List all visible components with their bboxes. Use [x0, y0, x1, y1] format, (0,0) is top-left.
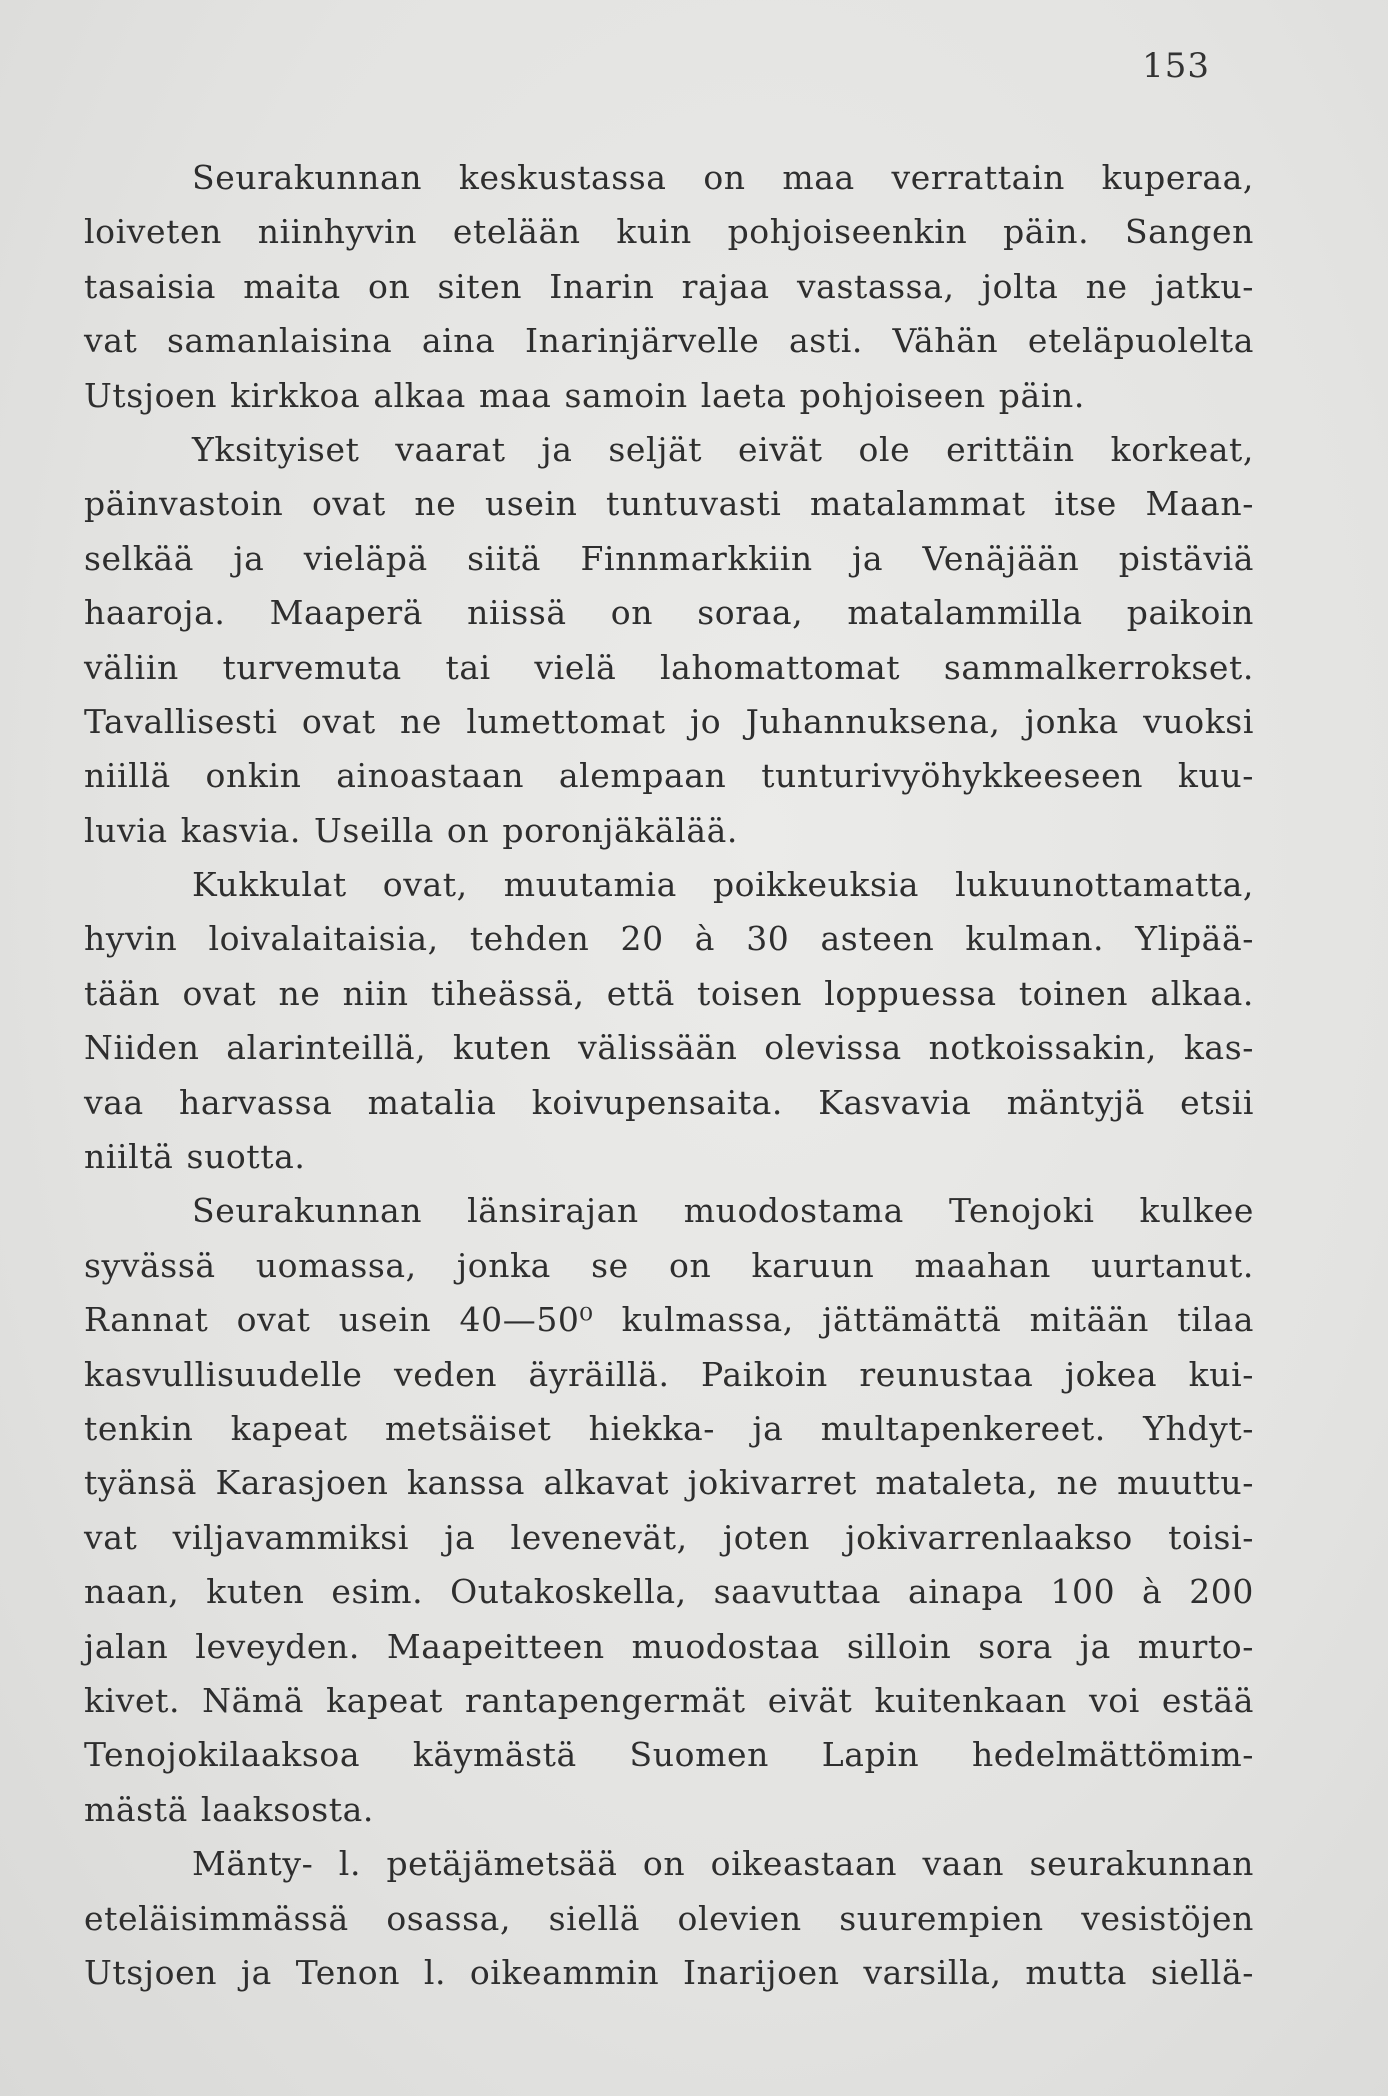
text-line: kivet. Nämä kapeat rantapengermät eivät kuitenkaan voi estää	[84, 1680, 1254, 1720]
text-line: mästä laaksosta.	[84, 1789, 374, 1829]
text-line: selkää ja vieläpä siitä Finnmarkkiin ja Venäjään pistäviä	[84, 538, 1254, 578]
text-line: Yksityiset vaarat ja seljät eivät ole erittäin korkeat,	[192, 429, 1254, 469]
text-line: niillä onkin ainoastaan alempaan tunturivyöhykkeeseen kuu-	[84, 756, 1254, 796]
text-line: Tavallisesti ovat ne lumettomat jo Juhannuksena, jonka vuoksi	[84, 701, 1254, 741]
text-line: Seurakunnan keskustassa on maa verrattain kuperaa,	[192, 158, 1254, 197]
text-line: tasaisia maita on siten Inarin rajaa vastassa, jolta ne jatku-	[84, 266, 1254, 306]
text-line: vat viljavammiksi ja levenevät, joten jokivarrenlaakso toisi-	[84, 1517, 1254, 1557]
text-line: eteläisimmässä osassa, siellä olevien suurempien vesistöjen	[84, 1898, 1254, 1938]
text-line: päinvastoin ovat ne usein tuntuvasti matalammat itse Maan-	[84, 484, 1254, 524]
text-line: vaa harvassa matalia koivupensaita. Kasvavia mäntyjä etsii	[84, 1082, 1254, 1122]
text-line: kasvullisuudelle veden äyräillä. Paikoin reunustaa jokea kui-	[84, 1354, 1254, 1394]
text-line: Utsjoen ja Tenon l. oikeammin Inarijoen varsilla, mutta siellä-	[84, 1952, 1254, 1992]
text-line: Tenojokilaaksoa käymästä Suomen Lapin hedelmättömim-	[84, 1735, 1254, 1775]
text-line: niiltä suotta.	[84, 1137, 306, 1177]
text-line: Mänty- l. petäjämetsää on oikeastaan vaan seurakunnan	[192, 1844, 1254, 1884]
page-number: 153	[1142, 46, 1210, 86]
text-line: naan, kuten esim. Outakoskella, saavuttaa ainapa 100 à 200	[84, 1572, 1254, 1612]
text-line: haaroja. Maaperä niissä on soraa, matalammilla paikoin	[84, 593, 1254, 633]
text-line: Rannat ovat usein 40—50⁰ kulmassa, jättämättä mitään tilaa	[84, 1300, 1254, 1340]
text-line: syvässä uomassa, jonka se on karuun maahan uurtanut.	[84, 1245, 1254, 1285]
text-line: Kukkulat ovat, muutamia poikkeuksia lukuunottamatta,	[192, 865, 1254, 905]
text-line: jalan leveyden. Maapeitteen muodostaa silloin sora ja murto-	[84, 1626, 1254, 1666]
text-line: loiveten niinhyvin etelään kuin pohjoiseenkin päin. Sangen	[84, 212, 1254, 252]
text-line: tyänsä Karasjoen kanssa alkavat jokivarret mataleta, ne muuttu-	[84, 1463, 1254, 1503]
text-line: Seurakunnan länsirajan muodostama Tenojoki kulkee	[192, 1191, 1254, 1231]
text-line: väliin turvemuta tai vielä lahomattomat sammalkerrokset.	[84, 647, 1254, 687]
text-line: tenkin kapeat metsäiset hiekka- ja multapenkereet. Yhdyt-	[84, 1408, 1254, 1448]
text-line: tään ovat ne niin tiheässä, että toisen loppuessa toinen alkaa.	[84, 973, 1254, 1013]
text-line: Utsjoen kirkkoa alkaa maa samoin laeta pohjoiseen päin.	[84, 375, 1085, 415]
text-line: luvia kasvia. Useilla on poronjäkälää.	[84, 810, 738, 850]
text-line: Niiden alarinteillä, kuten välissään olevissa notkoissakin, kas-	[84, 1028, 1254, 1068]
text-line: hyvin loivalaitaisia, tehden 20 à 30 asteen kulman. Ylipää-	[84, 919, 1254, 959]
body-text	[84, 151, 1254, 2000]
text-line: vat samanlaisina aina Inarinjärvelle asti. Vähän eteläpuolelta	[84, 321, 1254, 361]
